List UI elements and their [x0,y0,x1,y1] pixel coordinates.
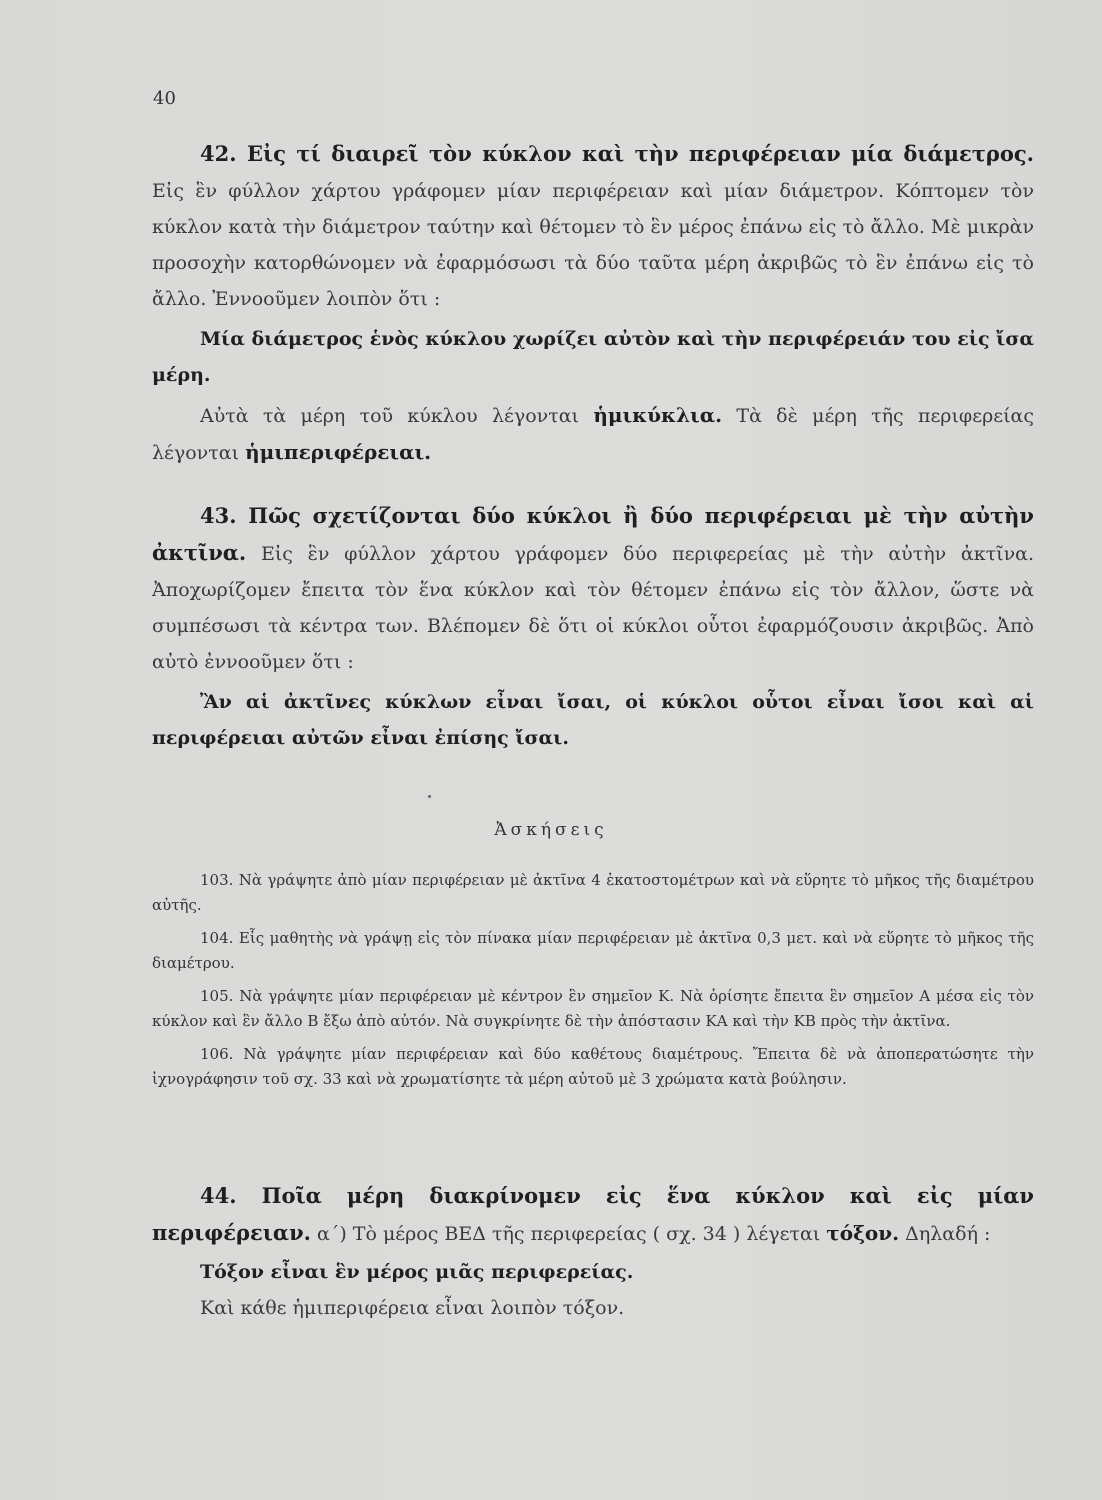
page-number: 40 [153,88,176,109]
section-44-rule: Τόξον εἶναι ἓν μέρος μιᾶς περιφερείας. [200,1261,634,1283]
section-43 [152,498,1034,756]
section-44 [152,1178,1034,1326]
exercise-item: 106. Νὰ γράψητε μίαν περιφέρειαν καὶ δύο καθέτους διαμέτρους. Ἔπειτα δὲ νὰ ἀποπερατώσητε τὴν ἰχνογράφησιν τοῦ σχ. 33 καὶ νὰ χρωματίσητε τὰ μέρη αὐτοῦ μὲ 3 χρώματα κατὰ βούλησιν. [152,1045,1034,1088]
section-42-terms [152,397,1034,471]
section-43-rule: Ἂν αἱ ἀκτῖνες κύκλων εἶναι ἴσαι, οἱ κύκλοι οὗτοι εἶναι ἴσοι καὶ αἱ περιφέρειαι αὐτῶν εἶναι ἐπίσης ἴσαι. [152,691,1034,749]
section-42-body: Εἰς ἓν φύλλον χάρτου γράφομεν μίαν περιφέρειαν καὶ μίαν διάμετρον. Κόπτομεν τὸν κύκλον κατὰ τὴν διάμετρον ταύτην καὶ θέτομεν τὸ ἓν μέρος ἐπάνω εἰς τὸ ἄλλο. Μὲ μικρὰν προσοχὴν κατορθώνομεν νὰ ἐφαρμόσωσι τὰ δύο ταῦτα μέρη ἀκριβῶς τὸ ἓν ἐπάνω εἰς τὸ ἄλλο. Ἐννοοῦμεν λοιπὸν ὅτι : [152,180,1034,310]
exercises-list [152,868,1034,1100]
exercise-item: 103. Νὰ γράψητε ἀπὸ μίαν περιφέρειαν μὲ ἀκτῖνα 4 ἑκατοστομέτρων καὶ νὰ εὕρητε τὸ μῆκος τῆς διαμέτρου αὐτῆς. [152,871,1034,914]
term-semicircumferences: ἡμιπεριφέρειαι. [245,440,432,464]
section-44-last: Καὶ κάθε ἡμιπεριφέρεια εἶναι λοιπὸν τόξον. [200,1297,625,1319]
section-43-body: Εἰς ἓν φύλλον χάρτου γράφομεν δύο περιφερείας μὲ τὴν αὐτὴν ἀκτῖνα. Ἀποχωρίζομεν ἔπειτα τὸν ἕνα κύκλον καὶ τὸν θέτομεν ἐπάνω εἰς τὸν ἄλλον, ὥστε νὰ συμπέσωσι τὰ κέντρα των. Βλέπομεν δὲ ὅτι οἱ κύκλοι οὗτοι ἐφαρμόζουσιν ἀκριβῶς. Ἀπὸ αὐτὸ ἐννοοῦμεν ὅτι : [152,543,1034,673]
section-43-heading: 43. Πῶς σχετίζονται δύο κύκλοι ἢ δύο περιφέρειαι μὲ τὴν αὐτὴν ἀκτῖνα. [152,503,1034,565]
term-arc: τόξον. [826,1221,900,1245]
section-44-paragraph [152,1178,1034,1252]
section-43-paragraph [152,498,1034,680]
exercises-title: Ἀσκήσεις [494,820,608,840]
section-44-body-b: Δηλαδή : [905,1223,991,1245]
section-44-body-a: α΄) Τὸ μέρος ΒΕΔ τῆς περιφερείας ( σχ. 34 ) λέγεται [317,1223,821,1245]
section-42-heading: 42. Εἰς τί διαιρεῖ τὸν κύκλον καὶ τὴν περιφέρειαν μία διάμετρος. [200,141,1034,166]
section-42 [152,136,1034,471]
exercise-item: 105. Νὰ γράψητε μίαν περιφέρειαν μὲ κέντρον ἓν σημεῖον Κ. Νὰ ὁρίσητε ἔπειτα ἓν σημεῖον Α μέσα εἰς τὸν κύκλον καὶ ἓν ἄλλο Β ἔξω ἀπὸ αὐτόν. Νὰ συγκρίνητε δὲ τὴν ἀπόστασιν ΚΑ καὶ τὴν ΚΒ πρὸς τὴν ἀκτῖνα. [152,987,1034,1030]
section-42-text2: Τὰ δὲ μέρη τῆς περιφερείας λέγονται [152,405,1034,464]
section-44-heading: 44. Ποῖα μέρη διακρίνομεν εἰς ἕνα κύκλον καὶ εἰς μίαν περιφέρειαν. [152,1183,1034,1245]
print-speck [428,795,431,798]
term-hemicycles: ἡμικύκλια. [593,403,723,427]
section-42-paragraph [152,136,1034,317]
section-42-text1: Αὐτὰ τὰ μέρη τοῦ κύκλου λέγονται [200,405,580,427]
exercise-item: 104. Εἷς μαθητὴς νὰ γράψῃ εἰς τὸν πίνακα μίαν περιφέρειαν μὲ ἀκτῖνα 0,3 μετ. καὶ νὰ εὕρητε τὸ μῆκος τῆς διαμέτρου. [152,929,1034,972]
section-42-rule: Μία διάμετρος ἑνὸς κύκλου χωρίζει αὐτὸν καὶ τὴν περιφέρειάν του εἰς ἴσα μέρη. [152,328,1034,386]
